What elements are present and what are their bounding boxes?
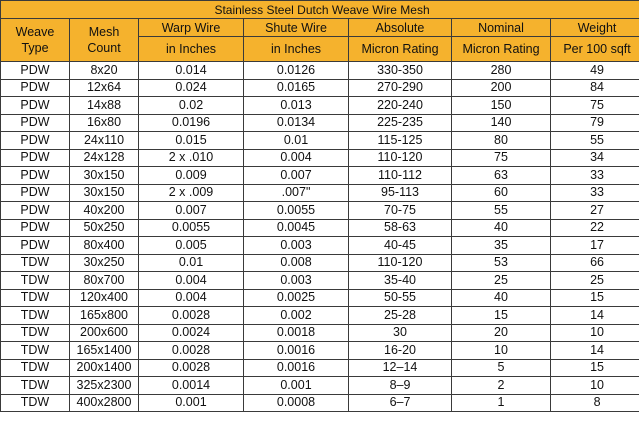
weave-type-cell: TDW bbox=[1, 272, 70, 290]
warp-wire-cell: 0.024 bbox=[139, 79, 244, 97]
shute-wire-cell: 0.003 bbox=[244, 237, 349, 255]
absolute-micron-cell: 95-113 bbox=[349, 184, 452, 202]
weave-type-cell: TDW bbox=[1, 307, 70, 325]
weave-type-cell: TDW bbox=[1, 359, 70, 377]
mesh-count-cell: 80x700 bbox=[70, 272, 139, 290]
nominal-micron-cell: 75 bbox=[452, 149, 551, 167]
table-row bbox=[1, 237, 639, 255]
warp-wire-cell: 0.0028 bbox=[139, 359, 244, 377]
shute-wire-cell: 0.0025 bbox=[244, 289, 349, 307]
table-row bbox=[1, 132, 639, 150]
warp-wire-cell: 0.02 bbox=[139, 97, 244, 115]
weight-cell: 15 bbox=[551, 359, 639, 377]
absolute-micron-cell: 220-240 bbox=[349, 97, 452, 115]
weight-cell: 10 bbox=[551, 377, 639, 395]
nominal-micron-cell: 25 bbox=[452, 272, 551, 290]
table-row bbox=[1, 289, 639, 307]
nominal-micron-cell: 63 bbox=[452, 167, 551, 185]
table-row bbox=[1, 114, 639, 132]
warp-wire-cell: 0.009 bbox=[139, 167, 244, 185]
weave-type-cell: PDW bbox=[1, 184, 70, 202]
mesh-count-cell: 165x800 bbox=[70, 307, 139, 325]
weave-type-cell: TDW bbox=[1, 254, 70, 272]
weave-type-cell: PDW bbox=[1, 237, 70, 255]
shute-wire-cell: 0.0018 bbox=[244, 324, 349, 342]
shute-wire-cell: 0.002 bbox=[244, 307, 349, 325]
nominal-micron-cell: 150 bbox=[452, 97, 551, 115]
shute-wire-cell: 0.003 bbox=[244, 272, 349, 290]
mesh-count-cell: 8x20 bbox=[70, 62, 139, 80]
weight-cell: 22 bbox=[551, 219, 639, 237]
absolute-micron-cell: 110-120 bbox=[349, 149, 452, 167]
weight-cell: 14 bbox=[551, 342, 639, 360]
absolute-micron-cell: 58-63 bbox=[349, 219, 452, 237]
absolute-micron-cell: 225-235 bbox=[349, 114, 452, 132]
warp-wire-cell: 0.004 bbox=[139, 289, 244, 307]
mesh-count-cell: 80x400 bbox=[70, 237, 139, 255]
shute-wire-cell: 0.008 bbox=[244, 254, 349, 272]
header-mesh-count bbox=[70, 19, 139, 62]
shute-wire-cell: 0.0045 bbox=[244, 219, 349, 237]
warp-wire-cell: 0.01 bbox=[139, 254, 244, 272]
weave-type-cell: PDW bbox=[1, 114, 70, 132]
header-warp-unit: in Inches bbox=[139, 37, 244, 62]
shute-wire-cell: 0.0016 bbox=[244, 359, 349, 377]
warp-wire-cell: 0.0014 bbox=[139, 377, 244, 395]
table-row bbox=[1, 394, 639, 412]
weave-type-cell: PDW bbox=[1, 219, 70, 237]
mesh-count-cell: 120x400 bbox=[70, 289, 139, 307]
weight-cell: 15 bbox=[551, 289, 639, 307]
absolute-micron-cell: 16-20 bbox=[349, 342, 452, 360]
mesh-count-cell: 16x80 bbox=[70, 114, 139, 132]
warp-wire-cell: 0.0055 bbox=[139, 219, 244, 237]
nominal-micron-cell: 140 bbox=[452, 114, 551, 132]
table-row bbox=[1, 167, 639, 185]
warp-wire-cell: 0.005 bbox=[139, 237, 244, 255]
nominal-micron-cell: 15 bbox=[452, 307, 551, 325]
shute-wire-cell: 0.0016 bbox=[244, 342, 349, 360]
mesh-count-cell: 30x250 bbox=[70, 254, 139, 272]
header-shute-unit: in Inches bbox=[244, 37, 349, 62]
shute-wire-cell: .007" bbox=[244, 184, 349, 202]
shute-wire-cell: 0.013 bbox=[244, 97, 349, 115]
warp-wire-cell: 2 x .010 bbox=[139, 149, 244, 167]
table-row bbox=[1, 342, 639, 360]
absolute-micron-cell: 330-350 bbox=[349, 62, 452, 80]
mesh-count-cell: 200x1400 bbox=[70, 359, 139, 377]
header-absolute: Absolute bbox=[349, 19, 452, 37]
absolute-micron-cell: 70-75 bbox=[349, 202, 452, 220]
header-weave-type bbox=[1, 19, 70, 62]
weight-cell: 33 bbox=[551, 167, 639, 185]
mesh-count-cell: 30x150 bbox=[70, 167, 139, 185]
weave-type-cell: TDW bbox=[1, 324, 70, 342]
mesh-count-cell: 50x250 bbox=[70, 219, 139, 237]
header-nominal: Nominal bbox=[452, 19, 551, 37]
nominal-micron-cell: 40 bbox=[452, 219, 551, 237]
shute-wire-cell: 0.01 bbox=[244, 132, 349, 150]
absolute-micron-cell: 270-290 bbox=[349, 79, 452, 97]
absolute-micron-cell: 35-40 bbox=[349, 272, 452, 290]
absolute-micron-cell: 25-28 bbox=[349, 307, 452, 325]
absolute-micron-cell: 50-55 bbox=[349, 289, 452, 307]
mesh-count-cell: 40x200 bbox=[70, 202, 139, 220]
header-weave-line2: Type bbox=[21, 41, 49, 55]
table-row bbox=[1, 202, 639, 220]
header-mesh-line2: Count bbox=[87, 41, 121, 55]
weight-cell: 34 bbox=[551, 149, 639, 167]
warp-wire-cell: 0.015 bbox=[139, 132, 244, 150]
weight-cell: 14 bbox=[551, 307, 639, 325]
warp-wire-cell: 0.0028 bbox=[139, 307, 244, 325]
weight-cell: 17 bbox=[551, 237, 639, 255]
mesh-count-cell: 165x1400 bbox=[70, 342, 139, 360]
shute-wire-cell: 0.0126 bbox=[244, 62, 349, 80]
table-row bbox=[1, 62, 639, 80]
nominal-micron-cell: 60 bbox=[452, 184, 551, 202]
weave-type-cell: PDW bbox=[1, 132, 70, 150]
weight-cell: 84 bbox=[551, 79, 639, 97]
warp-wire-cell: 0.001 bbox=[139, 394, 244, 412]
table-row bbox=[1, 97, 639, 115]
absolute-micron-cell: 12–14 bbox=[349, 359, 452, 377]
absolute-micron-cell: 110-120 bbox=[349, 254, 452, 272]
header-shute-wire: Shute Wire bbox=[244, 19, 349, 37]
table-row bbox=[1, 184, 639, 202]
warp-wire-cell: 0.014 bbox=[139, 62, 244, 80]
table-row bbox=[1, 324, 639, 342]
header-absolute-rating: Micron Rating bbox=[349, 37, 452, 62]
absolute-micron-cell: 110-112 bbox=[349, 167, 452, 185]
weave-type-cell: PDW bbox=[1, 167, 70, 185]
weight-cell: 66 bbox=[551, 254, 639, 272]
nominal-micron-cell: 53 bbox=[452, 254, 551, 272]
weight-cell: 49 bbox=[551, 62, 639, 80]
warp-wire-cell: 0.0028 bbox=[139, 342, 244, 360]
shute-wire-cell: 0.0055 bbox=[244, 202, 349, 220]
weave-type-cell: PDW bbox=[1, 149, 70, 167]
mesh-count-cell: 14x88 bbox=[70, 97, 139, 115]
absolute-micron-cell: 115-125 bbox=[349, 132, 452, 150]
shute-wire-cell: 0.007 bbox=[244, 167, 349, 185]
weave-type-cell: PDW bbox=[1, 97, 70, 115]
table-row bbox=[1, 254, 639, 272]
nominal-micron-cell: 40 bbox=[452, 289, 551, 307]
mesh-count-cell: 24x110 bbox=[70, 132, 139, 150]
table-row bbox=[1, 359, 639, 377]
warp-wire-cell: 0.007 bbox=[139, 202, 244, 220]
weave-type-cell: TDW bbox=[1, 377, 70, 395]
mesh-count-cell: 325x2300 bbox=[70, 377, 139, 395]
mesh-count-cell: 24x128 bbox=[70, 149, 139, 167]
mesh-count-cell: 200x600 bbox=[70, 324, 139, 342]
shute-wire-cell: 0.0008 bbox=[244, 394, 349, 412]
weight-cell: 27 bbox=[551, 202, 639, 220]
table-row bbox=[1, 219, 639, 237]
table-body bbox=[1, 62, 639, 412]
nominal-micron-cell: 10 bbox=[452, 342, 551, 360]
weight-cell: 55 bbox=[551, 132, 639, 150]
warp-wire-cell: 0.0024 bbox=[139, 324, 244, 342]
table-row bbox=[1, 79, 639, 97]
weight-cell: 8 bbox=[551, 394, 639, 412]
weight-cell: 79 bbox=[551, 114, 639, 132]
warp-wire-cell: 2 x .009 bbox=[139, 184, 244, 202]
header-weave-line1: Weave bbox=[15, 25, 55, 39]
absolute-micron-cell: 8–9 bbox=[349, 377, 452, 395]
nominal-micron-cell: 5 bbox=[452, 359, 551, 377]
table-row bbox=[1, 377, 639, 395]
warp-wire-cell: 0.0196 bbox=[139, 114, 244, 132]
header-nominal-rating: Micron Rating bbox=[452, 37, 551, 62]
weave-type-cell: PDW bbox=[1, 202, 70, 220]
shute-wire-cell: 0.0165 bbox=[244, 79, 349, 97]
shute-wire-cell: 0.001 bbox=[244, 377, 349, 395]
weight-cell: 10 bbox=[551, 324, 639, 342]
table-title: Stainless Steel Dutch Weave Wire Mesh bbox=[1, 1, 639, 19]
nominal-micron-cell: 20 bbox=[452, 324, 551, 342]
nominal-micron-cell: 1 bbox=[452, 394, 551, 412]
table-row bbox=[1, 149, 639, 167]
nominal-micron-cell: 35 bbox=[452, 237, 551, 255]
table-row bbox=[1, 307, 639, 325]
weave-type-cell: TDW bbox=[1, 394, 70, 412]
mesh-count-cell: 400x2800 bbox=[70, 394, 139, 412]
shute-wire-cell: 0.004 bbox=[244, 149, 349, 167]
weave-type-cell: TDW bbox=[1, 342, 70, 360]
absolute-micron-cell: 6–7 bbox=[349, 394, 452, 412]
mesh-count-cell: 30x150 bbox=[70, 184, 139, 202]
nominal-micron-cell: 200 bbox=[452, 79, 551, 97]
weave-type-cell: TDW bbox=[1, 289, 70, 307]
weave-type-cell: PDW bbox=[1, 62, 70, 80]
weave-type-cell: PDW bbox=[1, 79, 70, 97]
header-mesh-line1: Mesh bbox=[88, 25, 120, 39]
weight-cell: 75 bbox=[551, 97, 639, 115]
table-row bbox=[1, 272, 639, 290]
warp-wire-cell: 0.004 bbox=[139, 272, 244, 290]
weight-cell: 25 bbox=[551, 272, 639, 290]
weight-cell: 33 bbox=[551, 184, 639, 202]
header-weight: Weight bbox=[551, 19, 639, 37]
nominal-micron-cell: 2 bbox=[452, 377, 551, 395]
nominal-micron-cell: 55 bbox=[452, 202, 551, 220]
header-weight-unit: Per 100 sqft bbox=[551, 37, 639, 62]
header-warp-wire: Warp Wire bbox=[139, 19, 244, 37]
nominal-micron-cell: 280 bbox=[452, 62, 551, 80]
absolute-micron-cell: 40-45 bbox=[349, 237, 452, 255]
mesh-count-cell: 12x64 bbox=[70, 79, 139, 97]
nominal-micron-cell: 80 bbox=[452, 132, 551, 150]
absolute-micron-cell: 30 bbox=[349, 324, 452, 342]
shute-wire-cell: 0.0134 bbox=[244, 114, 349, 132]
